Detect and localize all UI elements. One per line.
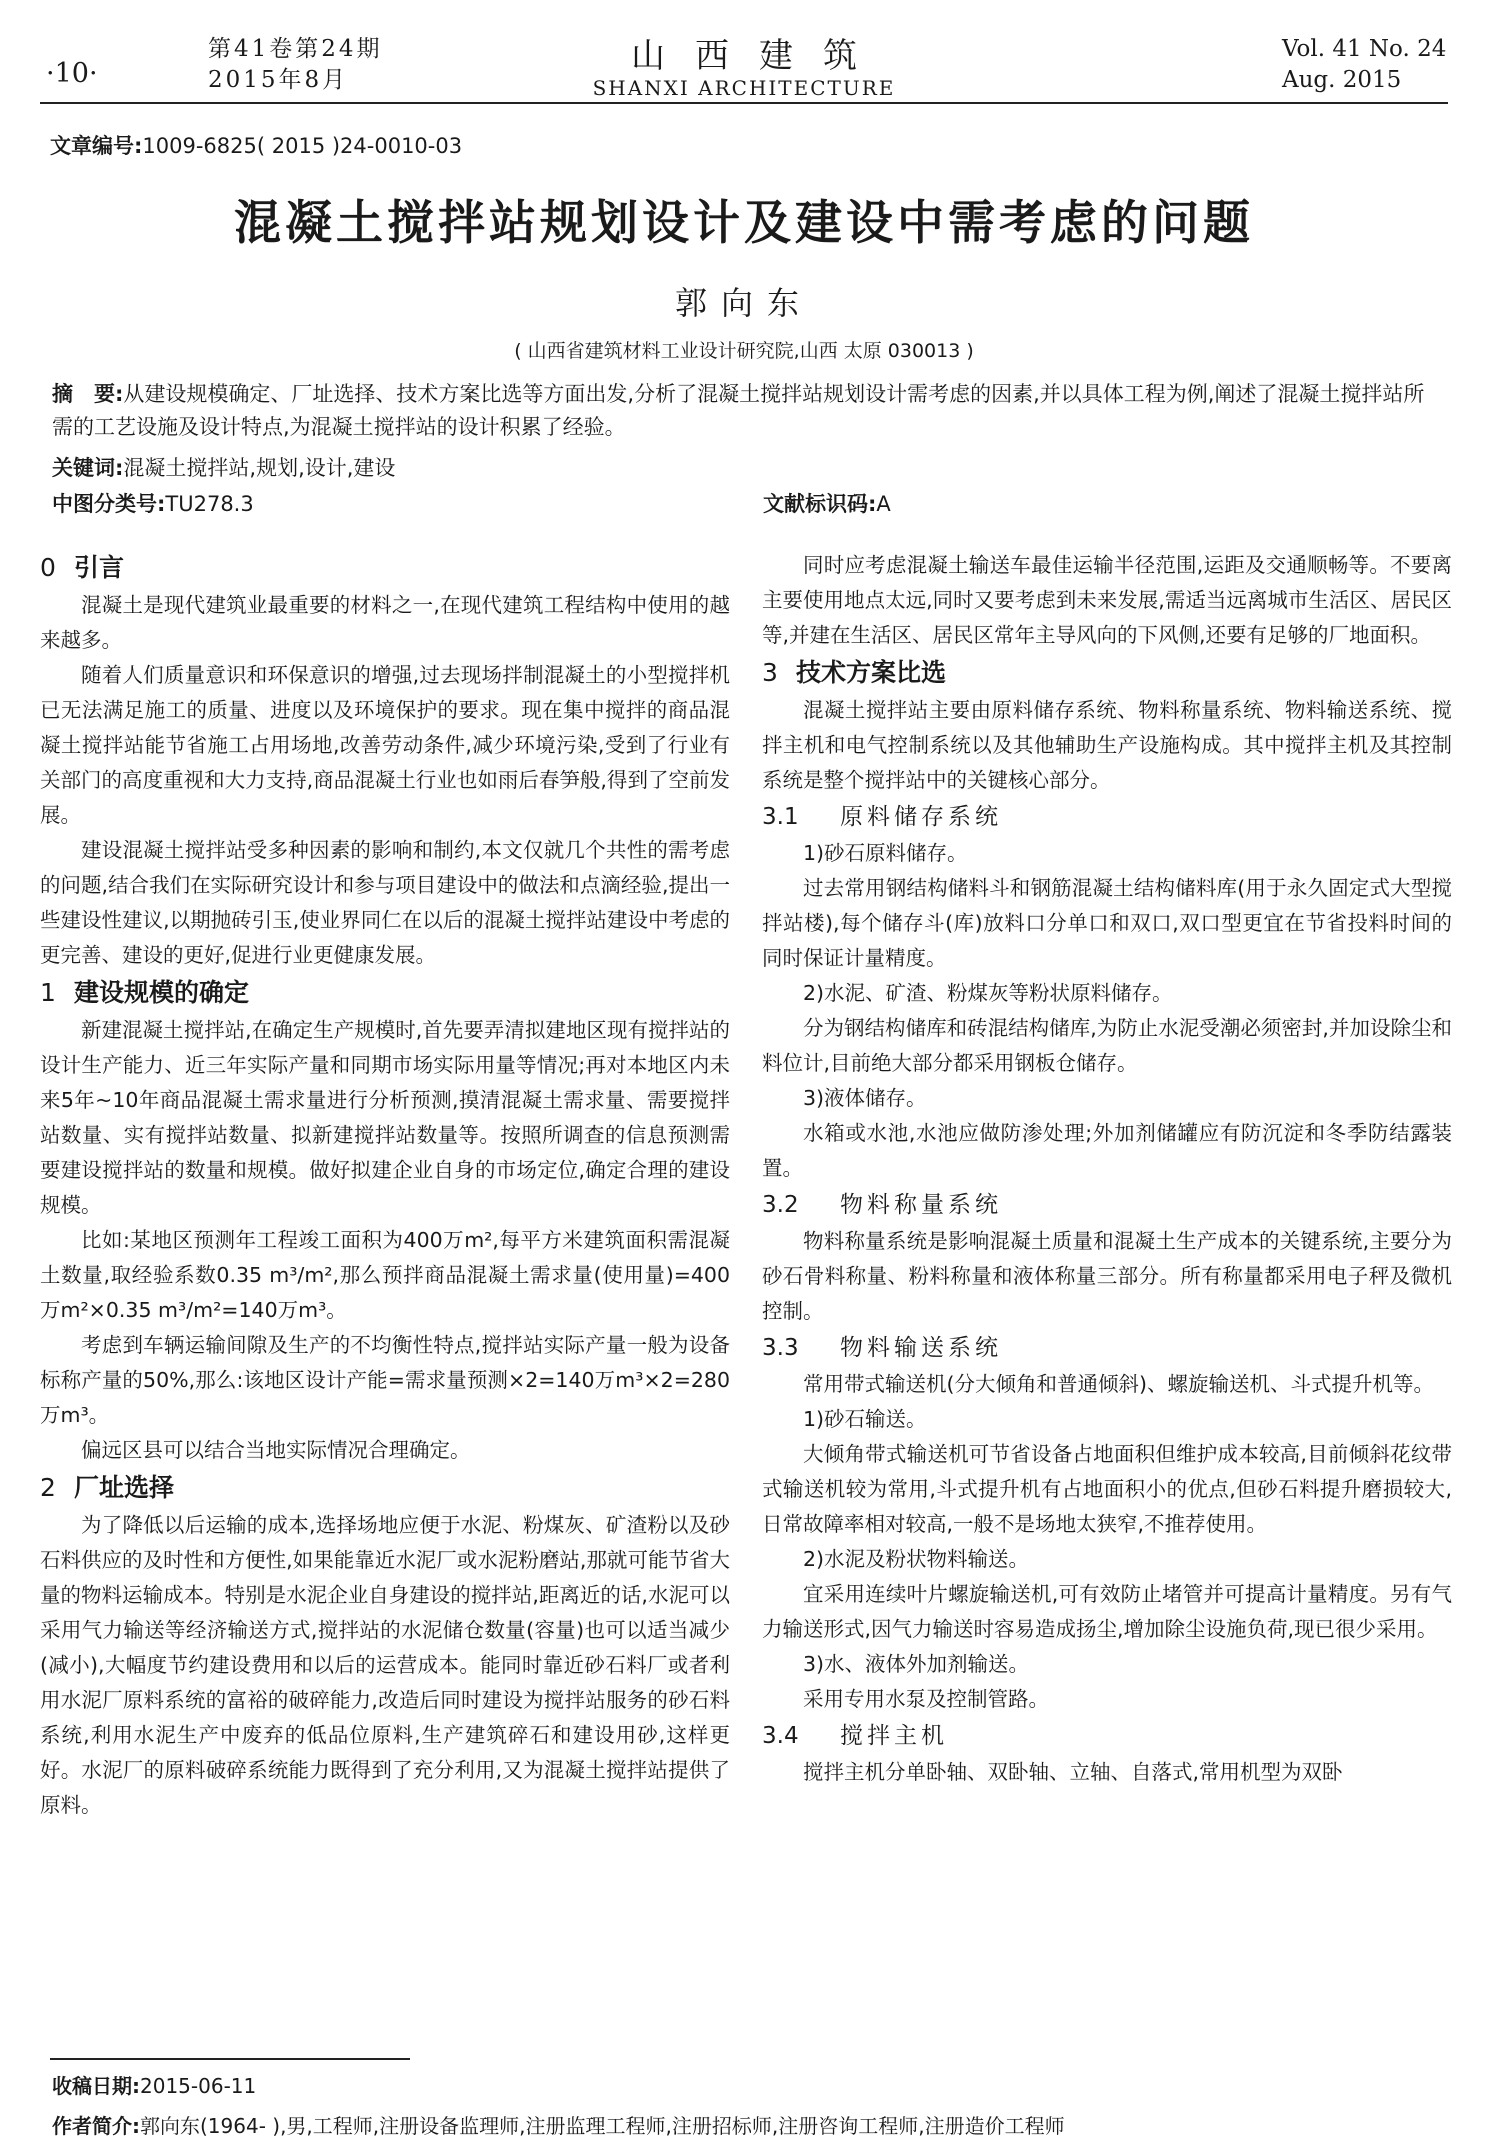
document-code bbox=[763, 488, 1063, 521]
paragraph: 3)水、液体外加剂输送。 bbox=[803, 1652, 1030, 1676]
paragraph: 1)砂石输送。 bbox=[803, 1407, 927, 1431]
paragraph: 偏远区县可以结合当地实际情况合理确定。 bbox=[81, 1438, 471, 1462]
section-heading: 2 厂址选择 bbox=[40, 1473, 175, 1502]
paragraph: 过去常用钢结构储料斗和钢筋混凝土结构储料库(用于永久固定式大型搅拌站楼),每个储存斗(库)放料口分单口和双口,双口型更宜在节省投料时间的同时保证计量精度。 bbox=[762, 876, 1452, 970]
right-column bbox=[762, 548, 1452, 1790]
running-header bbox=[40, 24, 1448, 104]
article-number-label: 文章编号: bbox=[50, 134, 143, 158]
paragraph: 水箱或水池,水池应做防渗处理;外加剂储罐应有防沉淀和冬季防结露装置。 bbox=[762, 1121, 1452, 1180]
paragraph: 宜采用连续叶片螺旋输送机,可有效防止堵管并可提高计量精度。另有气力输送形式,因气力输送时容易造成扬尘,增加除尘设施负荷,现已很少采用。 bbox=[762, 1582, 1452, 1641]
clc-label: 中图分类号: bbox=[52, 492, 166, 516]
keywords-label: 关键词: bbox=[52, 456, 124, 480]
paragraph: 随着人们质量意识和环保意识的增强,过去现场拌制混凝土的小型搅拌机已无法满足施工的质量、进度以及环境保护的要求。现在集中搅拌的商品混凝土搅拌站能节省施工占用场地,改善劳动条件,减少环境污染,受到了行业有关部门的高度重视和大力支持,商品混凝土行业也如雨后春笋般,得到了空前发展。 bbox=[40, 663, 730, 827]
paragraph: 物料称量系统是影响混凝土质量和混凝土生产成本的关键系统,主要分为砂石骨料称量、粉料称量和液体称量三部分。所有称量都采用电子秤及微机控制。 bbox=[762, 1229, 1452, 1323]
paragraph: 搅拌主机分单卧轴、双卧轴、立轴、自落式,常用机型为双卧 bbox=[803, 1760, 1343, 1784]
paragraph: 1)砂石原料储存。 bbox=[803, 841, 968, 865]
footnote-divider bbox=[50, 2058, 410, 2060]
volume-en: Vol. 41 No. 24 bbox=[1282, 36, 1447, 62]
paper-title: 混凝土搅拌站规划设计及建设中需考虑的问题 bbox=[234, 196, 1254, 251]
section-heading: 1 建设规模的确定 bbox=[40, 978, 250, 1007]
paragraph: 2)水泥及粉状物料输送。 bbox=[803, 1547, 1030, 1571]
paragraph: 3)液体储存。 bbox=[803, 1086, 927, 1110]
paragraph: 混凝土搅拌站主要由原料储存系统、物料称量系统、物料输送系统、搅拌主机和电气控制系统以及其他辅助生产设施构成。其中搅拌主机及其控制系统是整个搅拌站中的关键核心部分。 bbox=[762, 698, 1452, 792]
abstract-text: 从建设规模确定、厂址选择、技术方案比选等方面出发,分析了混凝土搅拌站规划设计需考虑的因素,并以具体工程为例,阐述了混凝土搅拌站所需的工艺设施及设计特点,为混凝土搅拌站的设计积累了经验。 bbox=[52, 382, 1425, 439]
subsection-heading: 3.1 原料储存系统 bbox=[762, 804, 1002, 830]
received-date bbox=[52, 2070, 256, 2099]
author-bio-label: 作者简介: bbox=[52, 2114, 140, 2138]
document-code-value: A bbox=[876, 492, 891, 516]
paragraph: 建设混凝土搅拌站受多种因素的影响和制约,本文仅就几个共性的需考虑的问题,结合我们在实际研究设计和参与项目建设中的做法和点滴经验,提出一些建设性建议,以期抛砖引玉,使业界同仁在以后的混凝土搅拌站建设中考虑的更完善、建设的更好,促进行业更健康发展。 bbox=[40, 838, 730, 967]
date-en: Aug. 2015 bbox=[1282, 67, 1402, 93]
paragraph: 常用带式输送机(分大倾角和普通倾斜)、螺旋输送机、斗式提升机等。 bbox=[803, 1372, 1434, 1396]
paragraph: 同时应考虑混凝土输送车最佳运输半径范围,运距及交通顺畅等。不要离主要使用地点太远,同时又要考虑到未来发展,需适当远离城市生活区、居民区等,并建在生活区、居民区常年主导风向的下风侧,还要有足够的厂地面积。 bbox=[762, 553, 1452, 647]
section-heading: 3 技术方案比选 bbox=[762, 658, 947, 687]
received-date-label: 收稿日期: bbox=[52, 2074, 140, 2098]
keywords bbox=[52, 452, 1442, 485]
author-bio-text: 郭向东(1964- ),男,工程师,注册设备监理师,注册监理工程师,注册招标师,注册咨询工程师,注册造价工程师 bbox=[140, 2114, 1065, 2138]
subsection-heading: 3.4 搅拌主机 bbox=[762, 1723, 948, 1749]
journal-name-cn: 山西建筑 bbox=[631, 36, 887, 76]
subsection-heading: 3.3 物料输送系统 bbox=[762, 1335, 1002, 1361]
paragraph: 大倾角带式输送机可节省设备占地面积但维护成本较高,目前倾斜花纹带式输送机较为常用,斗式提升机有占地面积小的优点,但砂石料提升磨损较大,日常故障率相对较高,一般不是场地太狭窄,不推荐使用。 bbox=[762, 1442, 1452, 1536]
received-date-value: 2015-06-11 bbox=[140, 2074, 257, 2098]
date-cn: 2015年8月 bbox=[208, 67, 349, 93]
paragraph: 比如:某地区预测年工程竣工面积为400万m²,每平方米建筑面积需混凝土数量,取经验系数0.35 m³/m²,那么预拌商品混凝土需求量(使用量)=400万m²×0.35 m³/m²=140万m³。 bbox=[40, 1228, 730, 1322]
document-code-label: 文献标识码: bbox=[763, 492, 877, 516]
abstract-label: 摘 要: bbox=[52, 382, 124, 406]
subsection-heading: 3.2 物料称量系统 bbox=[762, 1192, 1002, 1218]
paragraph: 混凝土是现代建筑业最重要的材料之一,在现代建筑工程结构中使用的越来越多。 bbox=[40, 593, 730, 652]
page-number: ·10· bbox=[46, 58, 98, 89]
paragraph: 采用专用水泵及控制管路。 bbox=[803, 1687, 1049, 1711]
issue-info-en bbox=[1282, 34, 1446, 96]
author-bio bbox=[52, 2110, 1065, 2139]
paragraph: 分为钢结构储库和砖混结构储库,为防止水泥受潮必须密封,并加设除尘和料位计,目前绝大部分都采用钢板仓储存。 bbox=[762, 1016, 1452, 1075]
article-number bbox=[50, 130, 462, 160]
left-column bbox=[40, 548, 730, 1823]
author-name: 郭向东 bbox=[674, 284, 813, 322]
paragraph: 2)水泥、矿渣、粉煤灰等粉状原料储存。 bbox=[803, 981, 1173, 1005]
volume-cn: 第41卷第24期 bbox=[208, 36, 383, 62]
paragraph: 为了降低以后运输的成本,选择场地应便于水泥、粉煤灰、矿渣粉以及砂石料供应的及时性和方便性,如果能靠近水泥厂或水泥粉磨站,那就可能节省大量的物料运输成本。特别是水泥企业自身建设的搅拌站,距离近的话,水泥可以采用气力输送等经济输送方式,搅拌站的水泥储仓数量(容量)也可以适当减少(减小),大幅度节约建设费用和以后的运营成本。能同时靠近砂石料厂或者利用水泥厂原料系统的富裕的破碎能力,改造后同时建设为搅拌站服务的砂石料系统,利用水泥生产中废弃的低品位原料,生产建筑碎石和建设用砂,这样更好。水泥厂的原料破碎系统能力既得到了充分利用,又为混凝土搅拌站提供了原料。 bbox=[40, 1513, 730, 1817]
clc-value: TU278.3 bbox=[165, 492, 254, 516]
abstract bbox=[52, 378, 1442, 444]
keywords-text: 混凝土搅拌站,规划,设计,建设 bbox=[123, 456, 396, 480]
paragraph: 考虑到车辆运输间隙及生产的不均衡性特点,搅拌站实际产量一般为设备标称产量的50%,那么:该地区设计产能=需求量预测×2=140万m³×2=280万m³。 bbox=[40, 1333, 730, 1427]
author-affiliation: ( 山西省建筑材料工业设计研究院,山西 太原 030013 ) bbox=[514, 340, 974, 362]
clc-number bbox=[52, 488, 672, 521]
article-number-value: 1009-6825( 2015 )24-0010-03 bbox=[142, 134, 463, 158]
paragraph: 新建混凝土搅拌站,在确定生产规模时,首先要弄清拟建地区现有搅拌站的设计生产能力、近三年实际产量和同期市场实际用量等情况;再对本地区内未来5年~10年商品混凝土需求量进行分析预测,摸清混凝土需求量、需要搅拌站数量、实有搅拌站数量、拟新建搅拌站数量等。按照所调查的信息预测需要建设搅拌站的数量和规模。做好拟建企业自身的市场定位,确定合理的建设规模。 bbox=[40, 1018, 730, 1217]
journal-name-en: SHANXI ARCHITECTURE bbox=[592, 76, 896, 100]
section-heading: 0 引言 bbox=[40, 553, 125, 582]
